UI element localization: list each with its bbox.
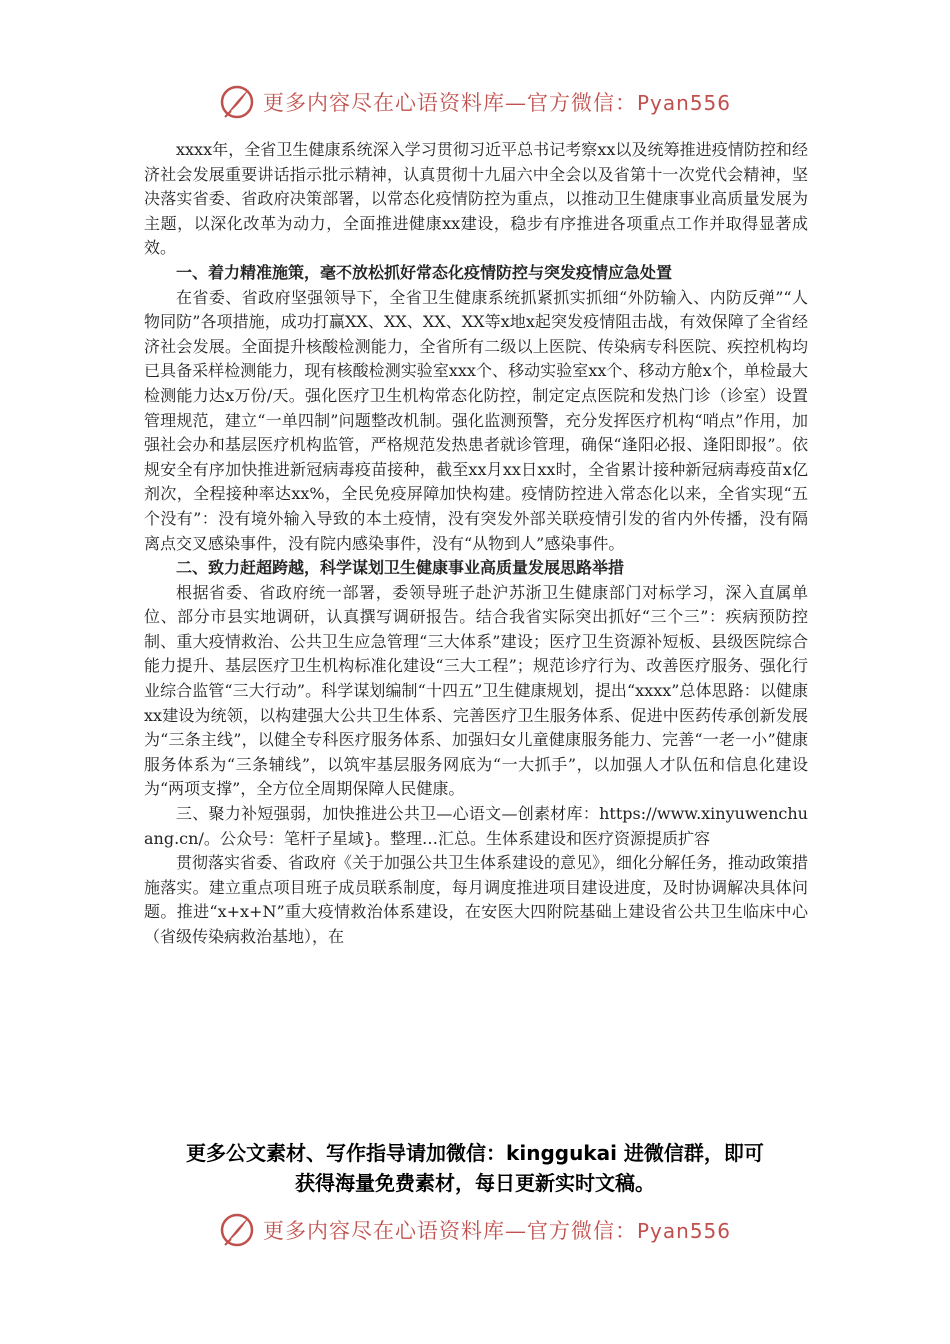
promo-line-2: 获得海量免费素材，每日更新实时文稿。: [295, 1171, 655, 1195]
footer-watermark: [0, 1208, 950, 1252]
quill-logo-icon: [219, 84, 255, 120]
quill-logo-icon: [219, 1212, 255, 1248]
section-heading-3: 三、聚力补短强弱，加快推进公共卫—心语文—创素材库：https://www.xinyuwenchuang.cn/。公众号：笔杆子星域}。整理…汇总。生体系建设和医疗资源提质扩容: [144, 804, 808, 848]
paragraph-section-3: 贯彻落实省委、省政府《关于加强公共卫生体系建设的意见》，细化分解任务，推动政策措施落实。建立重点项目班子成员联系制度，每月调度推进项目建设进度，及时协调解决具体问题。推进“x+x+N”重大疫情救治体系建设，在安医大四附院基础上建设省公共卫生临床中心（省级传染病救治基地），在: [144, 853, 809, 946]
section-heading-2: 二、致力赶超跨越，科学谋划卫生健康事业高质量发展思路举措: [176, 558, 625, 578]
watermark-text: 更多内容尽在心语资料库—官方微信：Pyan556: [262, 1219, 731, 1243]
watermark-text: 更多内容尽在心语资料库—官方微信：Pyan556: [262, 91, 731, 115]
section-heading-1: 一、着力精准施策，毫不放松抓好常态化疫情防控与突发疫情应急处置: [176, 262, 673, 282]
paragraph-section-1: 在省委、省政府坚强领导下，全省卫生健康系统抓紧抓实抓细“外防输入、内防反弹”“人物同防”各项措施，成功打赢XX、XX、XX、XX等x地x起突发疫情阻击战，有效保障了全省经济社会发展。全面提升核酸检测能力，全省所有二级以上医院、传染病专科医院、疾控机构均已具备采样检测能力，现有核酸检测实验室xxx个、移动实验室xx个、移动方舱x个，单检最大检测能力达x万份/天。强化医疗卫生机构常态化防控，制定定点医院和发热门诊（诊室）设置管理规范，建立“一单四制”问题整改机制。强化监测预警，充分发挥医疗机构“哨点”作用，加强社会办和基层医疗机构监管，严格规范发热患者就诊管理，确保“逢阳必报、逢阳即报”。依规安全有序加快推进新冠病毒疫苗接种，截至xx月xx日xx时，全省累计接种新冠病毒疫苗x亿剂次，全程接种率达xx%，全民免疫屏障加快构建。疫情防控进入常态化以来，全省实现“五个没有”：没有境外输入导致的本土疫情，没有突发外部关联疫情引发的省内外传播，没有隔离点交叉感染事件，没有院内感染事件，没有“从物到人”感染事件。: [144, 287, 808, 553]
watermark-wechat-id: Pyan556: [636, 91, 731, 115]
paragraph-section-2: 根据省委、省政府统一部署，委领导班子赴沪苏浙卫生健康部门对标学习，深入直属单位、部分市县实地调研，认真撰写调研报告。结合我省实际突出抓好“三个三”：疾病预防控制、重大疫情救治、公共卫生应急管理“三大体系”建设；医疗卫生资源补短板、县级医院综合能力提升、基层医疗卫生机构标准化建设“三大工程”；规范诊疗行为、改善医疗服务、强化行业综合监管“三大行动”。科学谋划编制“十四五”卫生健康规划，提出“xxxx”总体思路：以健康xx建设为统领，以构建强大公共卫生体系、完善医疗卫生服务体系、促进中医药传承创新发展为“三条主线”，以健全专科医疗服务体系、加强妇女儿童健康服务能力、完善“一老一小”健康服务体系为“三条辅线”，以筑牢基层服务网底为“一大抓手”，以加强人才队伍和信息化建设为“两项支撑”，全方位全周期保障人民健康。: [144, 582, 808, 799]
paragraph-intro: xxxx年，全省卫生健康系统深入学习贯彻习近平总书记考察xx以及统筹推进疫情防控和经济社会发展重要讲话指示批示精神，认真贯彻十九届六中全会以及省第十一次党代会精神，坚决落实省委、省政府决策部署，以常态化疫情防控为重点，以推动卫生健康事业高质量发展为主题，以深化改革为动力，全面推进健康xx建设，稳步有序推进各项重点工作并取得显著成效。: [144, 140, 808, 258]
promo-line-1: 更多公文素材、写作指导请加微信：kinggukai 进微信群，即可: [186, 1141, 764, 1165]
watermark-wechat-id: Pyan556: [636, 1219, 731, 1243]
document-body: [144, 138, 808, 950]
promo-notice: [0, 1138, 950, 1198]
header-watermark: [0, 80, 950, 124]
